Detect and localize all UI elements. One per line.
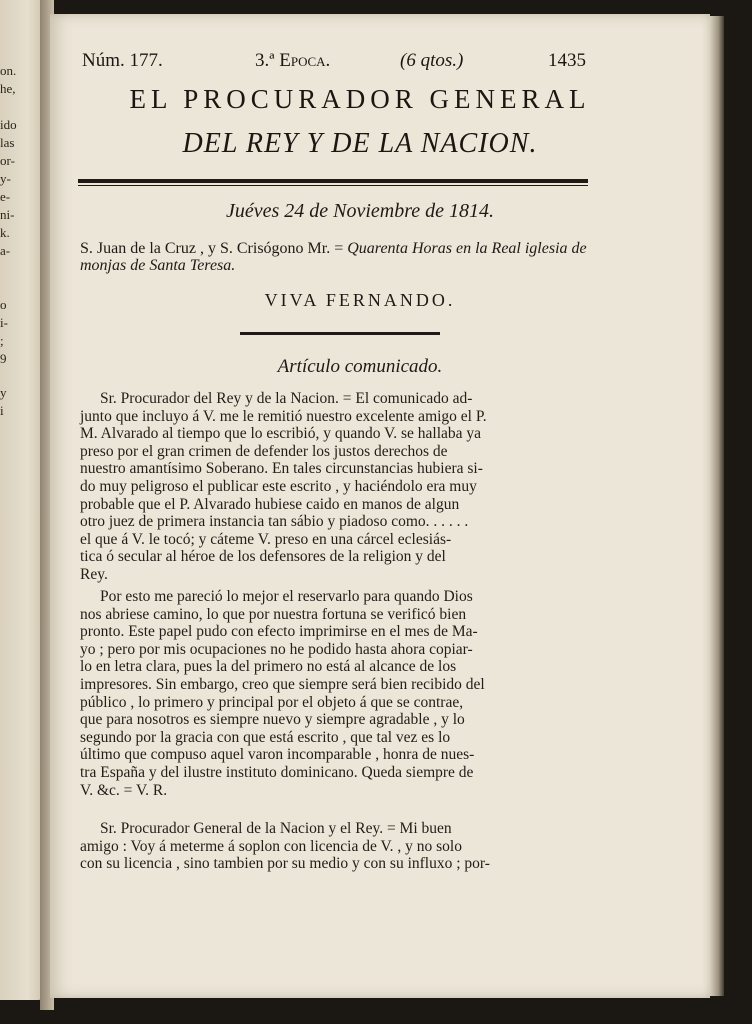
publication-title: EL PROCURADOR GENERAL [129,84,591,114]
text-line: Sr. Procurador General de la Nacion y el Rey. = Mi buen [100,820,452,837]
page-number: 1435 [548,50,586,71]
text-line: con su licencia , sino tambien por su medio y con su influxo ; por- [80,855,490,873]
text-line: M. Alvarado al tiempo que lo escribió, y quando V. se hallaba ya [80,425,482,443]
text-line: V. &c. = V. R. [80,781,168,799]
viva-fernando: VIVA FERNANDO. [264,290,456,310]
text-line: pronto. Este papel pudo con efecto imprimirse en el mes de Ma- [80,623,478,641]
text-line: que para nosotros es siempre nuevo y siempre agradable , y lo [80,711,465,729]
text-line: amigo : Voy á meterme á soplon con licencia de V. , y no solo [80,837,462,855]
text-line: lo en letra clara, pues la del primero no está al alcance de los [80,658,457,676]
facing-page-fragment: ido [0,117,17,132]
section-rule [240,332,440,335]
text-line: nuestro amantísimo Soberano. En tales circunstancias hubiera si- [80,460,483,478]
facing-page-fragment: o [0,297,7,312]
text-line: Por esto me pareció lo mejor el reservarlo para quando Dios [100,588,473,605]
paragraph-3 [80,820,612,873]
publication-subtitle: DEL REY Y DE LA NACION. [182,128,538,159]
text-line: Rey. [80,565,108,583]
quires-count: (6 qtos.) [400,50,464,71]
facing-page-fragment: a- [0,243,11,258]
issue-number: Núm. 177. [82,50,163,71]
text-line: nos abriese camino, lo que por nuestra fortuna se verificó bien [80,605,467,623]
facing-page-fragment: e- [0,189,11,204]
text-line: junto que incluyo á V. me le remitió nuestro excelente amigo el P. [80,407,487,425]
text-line: tra España y del ilustre instituto dominicano. Queda siempre de [80,763,474,781]
date-line: Juéves 24 de Noviembre de 1814. [225,200,495,222]
text-line: yo ; pero por mis ocupaciones no he podido hasta ahora copiar- [80,640,473,658]
facing-page-fragment: ; [0,333,4,348]
forty-hours-notice: Quarenta Horas en la Real iglesia de monjas de Santa Teresa. [80,240,587,274]
masthead-rule [78,179,588,183]
facing-page-fragment: he, [0,81,16,96]
facing-page-fragment: ni- [0,207,15,222]
page-stack-edge [710,16,724,996]
text-line: impresores. Sin embargo, creo que siempre será bien recibido del [80,675,485,693]
facing-page-fragment: y [0,385,7,400]
facing-page-fragment: k. [0,225,10,240]
facing-page-fragment: i- [0,315,8,330]
newspaper-page [50,14,710,998]
text-line: Sr. Procurador del Rey y de la Nacion. = El comunicado ad- [100,390,473,407]
facing-page-fragment: or- [0,153,15,168]
paragraph-1 [80,390,612,584]
text-line: el que á V. le tocó; y cáteme V. preso en una cárcel eclesiás- [80,530,452,548]
facing-page-fragment: on. [0,63,17,78]
saints-names: S. Juan de la Cruz , y S. Crisógono Mr. = [80,240,344,257]
facing-page-fragment: 9 [0,351,7,366]
facing-page-fragment: y- [0,171,11,186]
paragraph-2 [80,588,612,799]
epoch-label: 3.ª Epoca. [255,50,331,71]
text-line: segundo por la gracia con que está escrito , que tal vez es lo [80,728,451,746]
saints-day-line [80,240,612,274]
text-line: preso por el gran crimen de defender los justos derechos de [80,442,448,460]
article-title: Artículo comunicado. [277,356,443,377]
masthead-rule-thin [78,185,588,186]
facing-page-fragment: i [0,403,4,418]
text-line: público , lo primero y principal por el objeto á que se contrae, [80,693,464,711]
facing-page-fragment: las [0,135,15,150]
text-line: do muy peligroso el publicar este escrito , y haciéndolo era muy [80,477,477,495]
text-line: último que compuso aquel varon incomparable , honra de nues- [80,746,475,764]
text-line: probable que el P. Alvarado hubiese caido en manos de algun [80,495,460,513]
text-line: tica ó secular al héroe de los defensores de la religion y del [80,548,446,566]
text-line: otro juez de primera instancia tan sábio y piadoso como. . . . . . [80,513,469,531]
